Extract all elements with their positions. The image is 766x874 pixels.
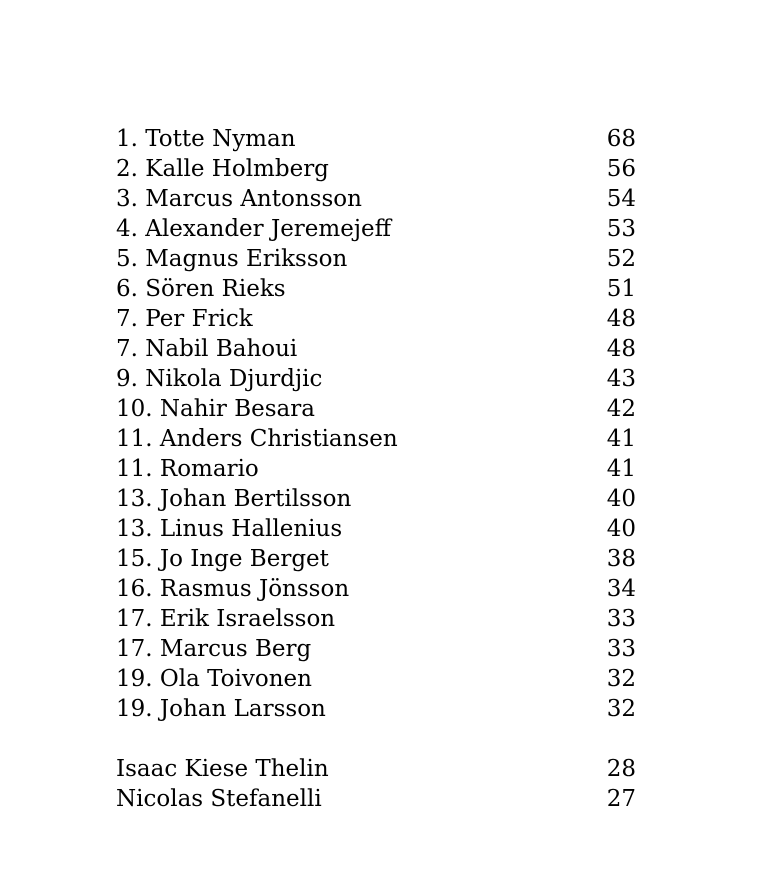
- player-name: 19. Johan Larsson: [116, 696, 326, 722]
- player-name: 13. Linus Hallenius: [116, 516, 343, 542]
- list-item: [116, 184, 636, 214]
- player-name: 16. Rasmus Jönsson: [116, 576, 350, 602]
- list-item: [116, 754, 636, 784]
- extra-list: [116, 754, 636, 814]
- player-score: 51: [606, 276, 636, 302]
- player-score: 53: [606, 216, 636, 242]
- player-name: 11. Anders Christiansen: [116, 426, 398, 452]
- list-item: [116, 244, 636, 274]
- player-score: 68: [606, 126, 636, 152]
- player-score: 40: [606, 516, 636, 542]
- list-item: [116, 694, 636, 724]
- player-score: 48: [606, 336, 636, 362]
- player-score: 54: [606, 186, 636, 212]
- list-item: [116, 514, 636, 544]
- player-name: Nicolas Stefanelli: [116, 786, 322, 812]
- player-name: 10. Nahir Besara: [116, 396, 315, 422]
- list-item: [116, 274, 636, 304]
- player-score: 33: [606, 606, 636, 632]
- player-name: 13. Johan Bertilsson: [116, 486, 352, 512]
- player-score: 56: [606, 156, 636, 182]
- player-name: 19. Ola Toivonen: [116, 666, 312, 692]
- player-name: 5. Magnus Eriksson: [116, 246, 348, 272]
- player-name: 17. Marcus Berg: [116, 636, 312, 662]
- list-item: [116, 544, 636, 574]
- player-name: 9. Nikola Djurdjic: [116, 366, 323, 392]
- player-name: 4. Alexander Jeremejeff: [116, 216, 391, 242]
- list-item: [116, 664, 636, 694]
- list-item: [116, 484, 636, 514]
- list-item: [116, 334, 636, 364]
- list-item: [116, 124, 636, 154]
- list-item: [116, 574, 636, 604]
- list-item: [116, 214, 636, 244]
- player-score: 42: [606, 396, 636, 422]
- player-name: 7. Nabil Bahoui: [116, 336, 298, 362]
- list-item: [116, 394, 636, 424]
- ranked-list: [116, 124, 636, 724]
- player-name: 1. Totte Nyman: [116, 126, 296, 152]
- list-item: [116, 634, 636, 664]
- player-name: 7. Per Frick: [116, 306, 253, 332]
- player-name: 2. Kalle Holmberg: [116, 156, 329, 182]
- player-name: 17. Erik Israelsson: [116, 606, 336, 632]
- player-score: 52: [606, 246, 636, 272]
- player-score: 43: [606, 366, 636, 392]
- player-score: 32: [606, 696, 636, 722]
- list-item: [116, 454, 636, 484]
- player-score: 41: [606, 426, 636, 452]
- ranking-document: [116, 124, 636, 814]
- player-name: 3. Marcus Antonsson: [116, 186, 362, 212]
- player-score: 28: [606, 756, 636, 782]
- player-score: 27: [606, 786, 636, 812]
- list-item: [116, 784, 636, 814]
- player-score: 34: [606, 576, 636, 602]
- list-item: [116, 424, 636, 454]
- player-name: 6. Sören Rieks: [116, 276, 286, 302]
- player-name: 11. Romario: [116, 456, 259, 482]
- player-score: 38: [606, 546, 636, 572]
- player-score: 32: [606, 666, 636, 692]
- list-item: [116, 154, 636, 184]
- player-name: Isaac Kiese Thelin: [116, 756, 329, 782]
- player-score: 48: [606, 306, 636, 332]
- player-score: 40: [606, 486, 636, 512]
- list-item: [116, 304, 636, 334]
- list-item: [116, 604, 636, 634]
- player-name: 15. Jo Inge Berget: [116, 546, 329, 572]
- list-item: [116, 364, 636, 394]
- player-score: 41: [606, 456, 636, 482]
- section-gap: [116, 724, 636, 754]
- player-score: 33: [606, 636, 636, 662]
